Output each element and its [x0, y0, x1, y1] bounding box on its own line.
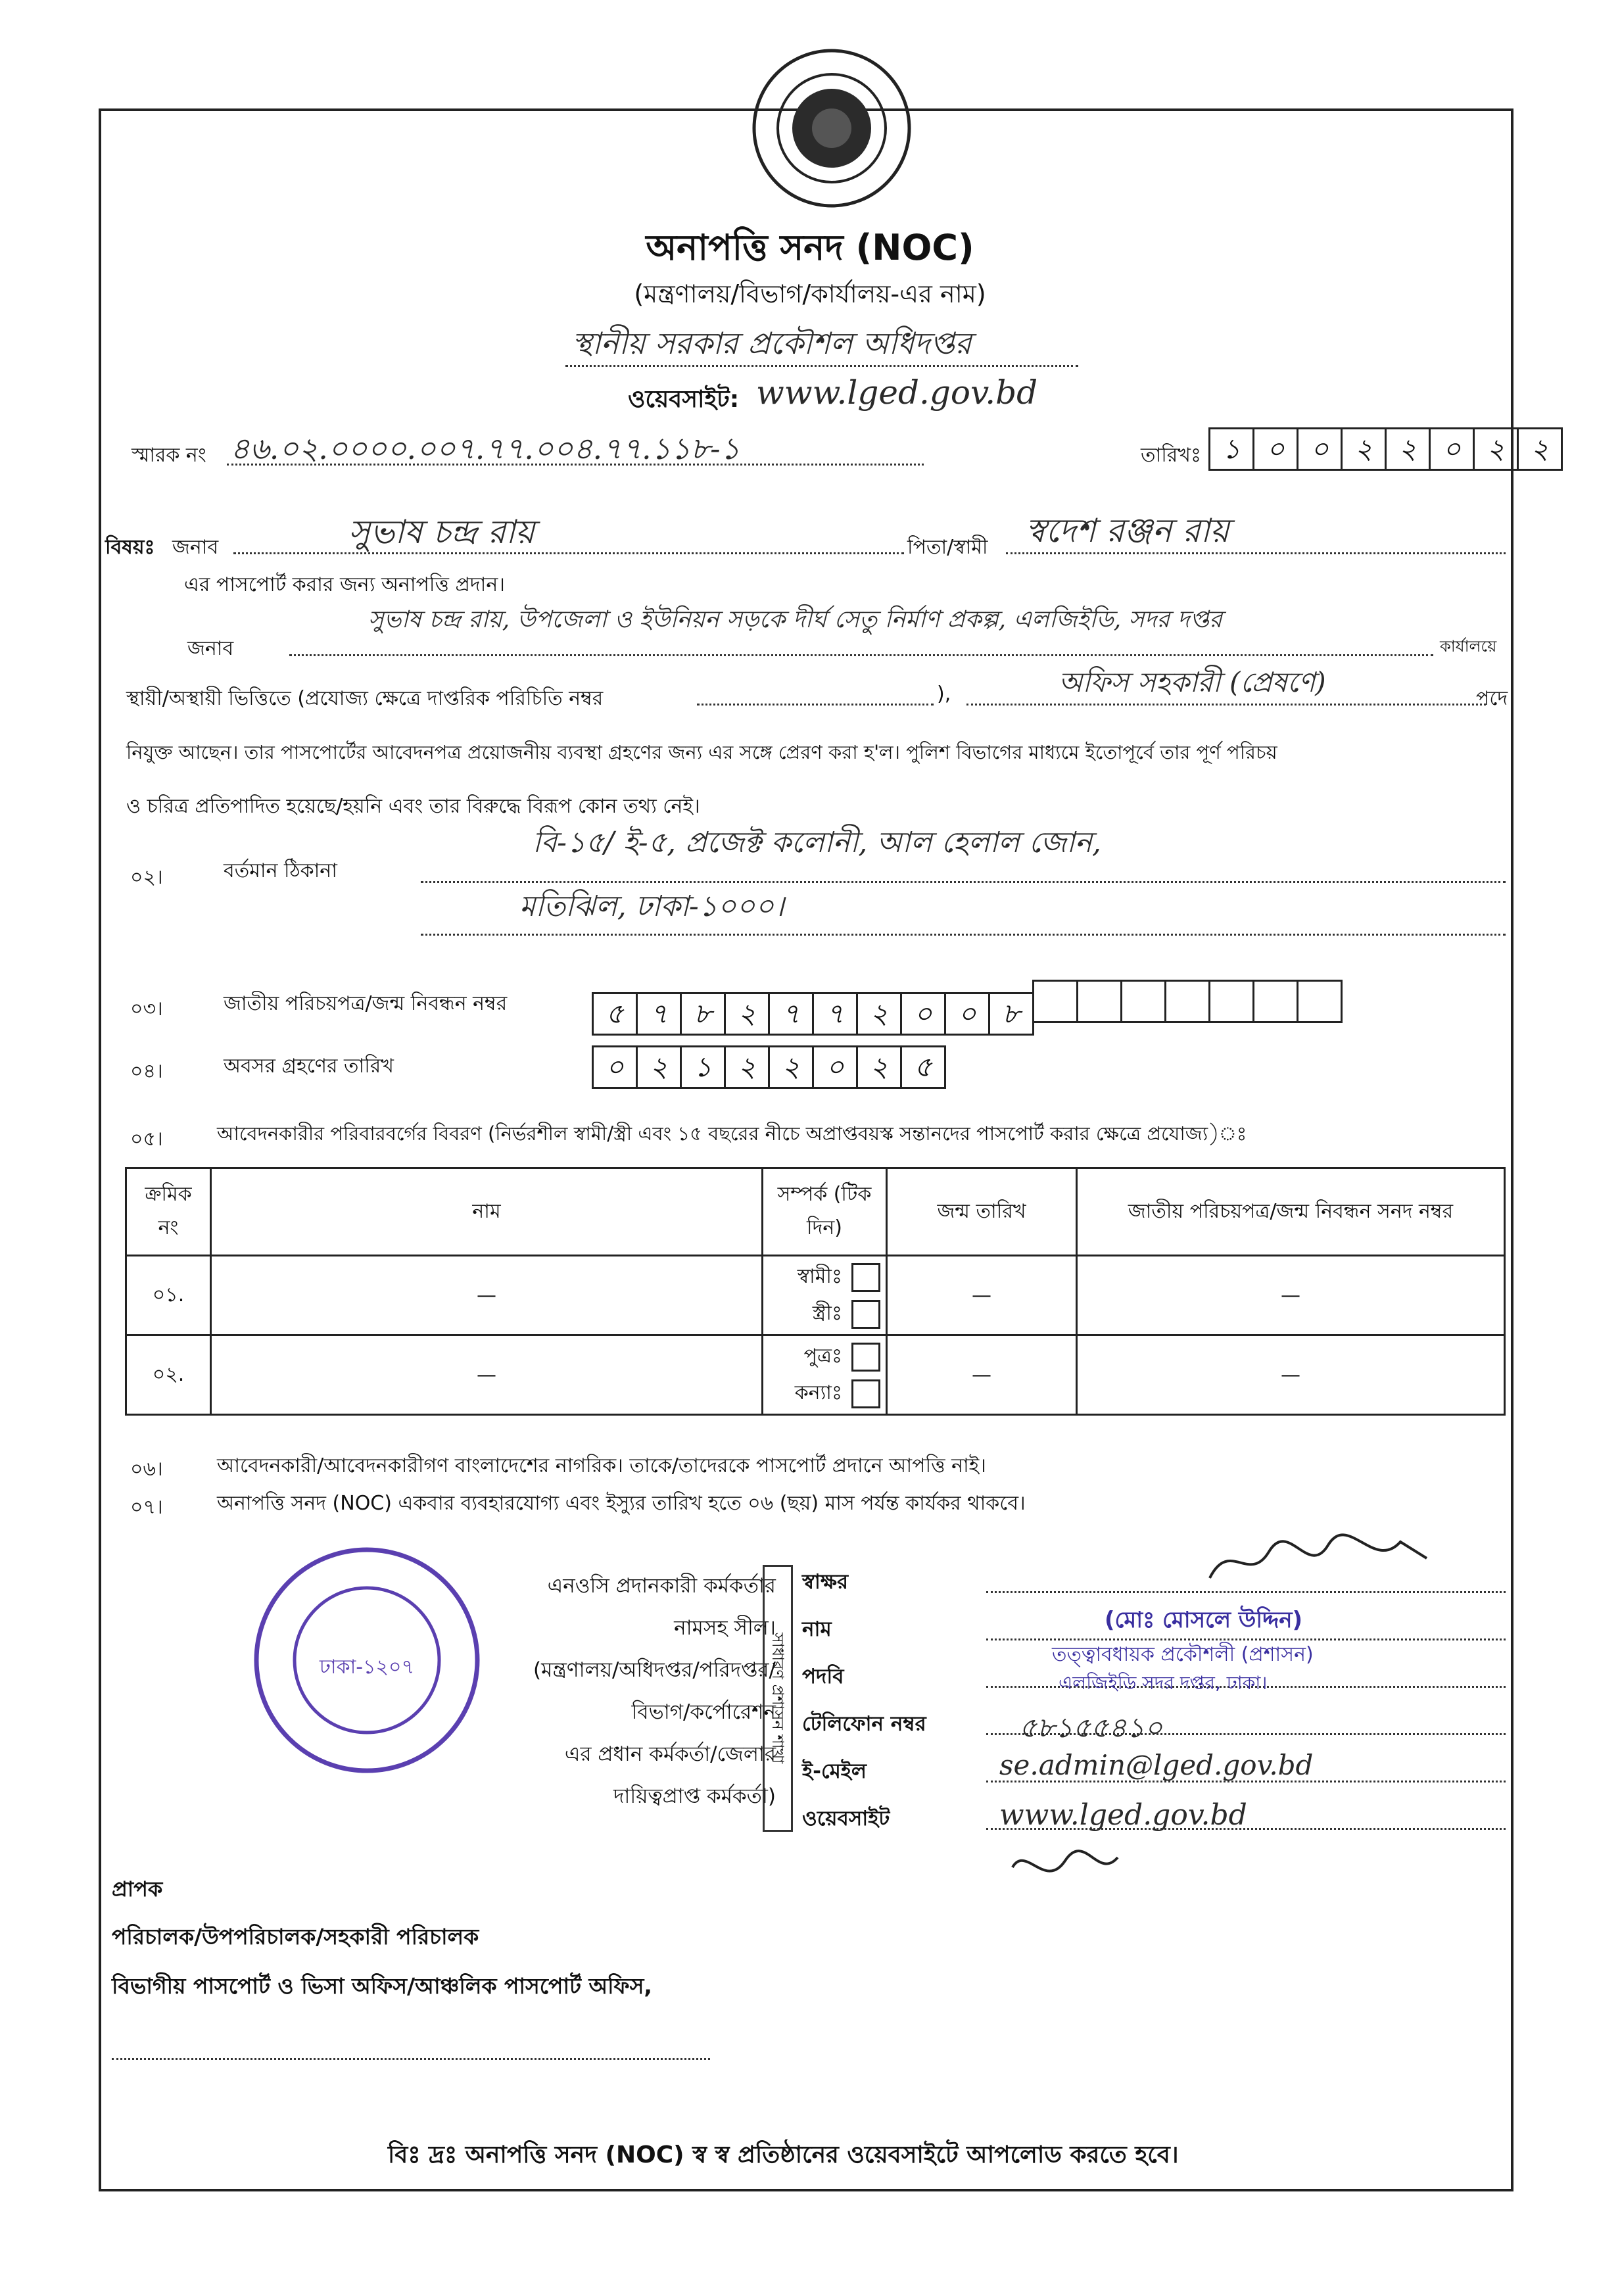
subject-text: এর পাসপোর্ট করার জন্য অনাপত্তি প্রদান। — [184, 573, 505, 596]
line3-close: ), — [937, 682, 951, 706]
table-row — [126, 1335, 1505, 1415]
relation-checkbox[interactable] — [851, 1343, 880, 1372]
recipient-line2: বিভাগীয় পাসপোর্ট ও ভিসা অফিস/আঞ্চলিক পাসপোর্ট অফিস, — [112, 1973, 652, 1999]
officer-website: www.lged.gov.bd — [999, 1798, 1247, 1832]
row-relation — [763, 1335, 887, 1415]
nid-digit: ৭ — [768, 992, 814, 1036]
government-seal-icon — [750, 46, 914, 210]
nid-digit — [1120, 980, 1166, 1023]
item06-text: আবেদনকারী/আবেদনকারীগণ বাংলাদেশের নাগরিক। তাকে/তাদেরকে পাসপোর্ট প্রদানে আপত্তি নাই। — [217, 1454, 987, 1477]
nid-digit: ৮ — [680, 992, 726, 1036]
item02-number: ০২। — [130, 866, 163, 889]
nid-digit: ৭ — [812, 992, 858, 1036]
date-digit: ০ — [1429, 427, 1475, 471]
field-label-signature: স্বাক্ষর — [802, 1570, 849, 1594]
relation-checkbox[interactable] — [851, 1379, 880, 1408]
nid-digit: ৭ — [636, 992, 682, 1036]
row-nid: — — [1077, 1335, 1505, 1415]
retire-digit: ২ — [768, 1045, 814, 1089]
officer-block-line: এর প্রধান কর্মকর্তা/জেলার — [564, 1742, 776, 1766]
officer-phone: ৫৮১৫৫৪১০ — [1019, 1711, 1163, 1744]
relation-label: পুত্রঃ — [803, 1345, 842, 1368]
nid-digit: ৫ — [592, 992, 638, 1036]
date-digit: ২ — [1341, 427, 1387, 471]
officer-block-line: নামসহ সীল। — [674, 1616, 776, 1640]
item05-number: ০৫। — [130, 1128, 163, 1151]
line3-printed: স্থায়ী/অস্থায়ী ভিত্তিতে (প্রযোজ্য ক্ষেত্রে দাপ্তরিক পরিচিতি নম্বর — [126, 687, 604, 710]
table-header: ক্রমিক নং — [126, 1168, 211, 1256]
date-digit: ২ — [1517, 427, 1563, 471]
field-label-website: ওয়েবসাইট — [802, 1807, 890, 1830]
document-title: অনাপত্তি সনদ (NOC) — [646, 227, 974, 268]
date-digit: ০ — [1252, 427, 1298, 471]
nid-digit: ০ — [900, 992, 946, 1036]
date-digit: ০ — [1297, 427, 1343, 471]
date-digit: ২ — [1385, 427, 1431, 471]
line2-dotted — [289, 654, 1433, 656]
recipient-dotted-line — [112, 2058, 710, 2060]
address-line1: বি-১৫/ ই-৫, প্রজেক্ট কলোনী, আল হেলাল জোন, — [533, 826, 1101, 859]
field-labels — [802, 1558, 926, 1842]
table-header: নাম — [211, 1168, 763, 1256]
office-name-line — [565, 365, 1078, 367]
designation: অফিস সহকারী (প্রেষণে) — [1059, 666, 1326, 698]
item07-text: অনাপত্তি সনদ (NOC) একবার ব্যবহারযোগ্য এবং ইস্যুর তারিখ হতে ০৬ (ছয়) মাস পর্যন্ত কার্যকর থাকবে। — [217, 1492, 1026, 1515]
retire-digit: ২ — [636, 1045, 682, 1089]
memo-value: ৪৬.০২.০০০০.০০৭.৭৭.০০৪.৭৭.১১৮-১ — [230, 431, 740, 466]
website-label: ওয়েবসাইট: — [628, 386, 740, 413]
field-label-name: নাম — [802, 1617, 832, 1641]
office-stamp-icon — [249, 1542, 485, 1779]
line3-dotted — [697, 704, 934, 706]
date-label: তারিখঃ — [1141, 444, 1201, 467]
row-name: — — [211, 1256, 763, 1335]
item05-text: আবেদনকারীর পরিবারবর্গের বিবরণ (নির্ভরশীল স্বামী/স্ত্রী এবং ১৫ বছরের নীচে অপ্রাপ্তবয়স্ক সন্তানদের পাসপোর্ট করার ক্ষেত্রে প্রযোজ্য)ঃ — [217, 1122, 1247, 1145]
officer-block — [460, 1565, 776, 1817]
website-value: www.lged.gov.bd — [756, 373, 1038, 412]
row-nid: — — [1077, 1256, 1505, 1335]
footer-note: বিঃ দ্রঃ অনাপত্তি সনদ (NOC) স্ব স্ব প্রতিষ্ঠানের ওয়েবসাইটে আপলোড করতে হবে। — [388, 2141, 1179, 2168]
memo-line — [227, 464, 924, 466]
row-dob: — — [887, 1335, 1077, 1415]
table-row — [126, 1256, 1505, 1335]
officer-email: se.admin@lged.gov.bd — [999, 1749, 1314, 1781]
paragraph-line1: নিযুক্ত আছেন। তার পাসপোর্টের আবেদনপত্র প্রয়োজনীয় ব্যবস্থা গ্রহণের জন্য এর সঙ্গে প্রেরণ করা হ'ল। পুলিশ বিভাগের মাধ্যমে ইতোপূর্বে তার পূর্ণ পরিচয় — [126, 741, 1277, 763]
officer-title: তত্ত্বাবধায়ক প্রকৌশলী (প্রশাসন) — [1052, 1643, 1314, 1666]
row-serial: ০১. — [126, 1256, 211, 1335]
date-boxes — [1208, 427, 1561, 471]
recipient-line1: পরিচালক/উপপরিচালক/সহকারী পরিচালক — [112, 1924, 479, 1949]
field-label-designation: পদবি — [802, 1665, 844, 1688]
nid-digit: ৮ — [988, 992, 1034, 1036]
date-digit: ১ — [1208, 427, 1254, 471]
date-digit: ২ — [1473, 427, 1519, 471]
paragraph-line2: ও চরিত্র প্রতিপাদিত হয়েছে/হয়নি এবং তার বিরুদ্ধে বিরূপ কোন তথ্য নেই। — [126, 795, 700, 818]
relation-label: স্বামীঃ — [797, 1265, 842, 1288]
item02-label: বর্তমান ঠিকানা — [224, 859, 337, 882]
janab2-label: জনাব — [187, 637, 234, 660]
nid-digit — [1032, 980, 1078, 1023]
field-label-phone: টেলিফোন নম্বর — [802, 1712, 926, 1736]
item06-number: ০৬। — [130, 1458, 163, 1481]
officer-block-line: দায়িত্বপ্রাপ্ত কর্মকর্তা) — [613, 1784, 776, 1808]
nid-digit — [1208, 980, 1254, 1023]
address-line2-dots — [421, 934, 1506, 936]
address-line2: মতিঝিল, ঢাকা-১০০০। — [519, 890, 784, 923]
retire-digit: ২ — [724, 1045, 770, 1089]
father-name: স্বদেশ রঞ্জন রায় — [1026, 512, 1229, 550]
row-dob: — — [887, 1256, 1077, 1335]
father-label: পিতা/স্বামী — [907, 536, 988, 559]
table-header: জন্ম তারিখ — [887, 1168, 1077, 1256]
officer-block-line: (মন্ত্রণালয়/অধিদপ্তর/পরিদপ্তর/ — [533, 1658, 776, 1682]
nid-digit — [1164, 980, 1210, 1023]
nid-boxes — [592, 980, 1341, 1036]
applicant-name-line — [233, 552, 904, 554]
row-serial: ০২. — [126, 1335, 211, 1415]
signature-icon — [1203, 1532, 1440, 1591]
side-stamp: সাধারণ প্রশাসন শাখা — [763, 1565, 793, 1832]
nid-digit: ২ — [856, 992, 902, 1036]
line2-handwritten: সুভাষ চন্দ্র রায়, উপজেলা ও ইউনিয়ন সড়কে দীর্ঘ সেতু নির্মাণ প্রকল্প, এলজিইডি, সদর দপ্তর — [368, 606, 1222, 633]
memo-label: স্মারক নং — [131, 444, 206, 467]
nid-digit: ০ — [944, 992, 990, 1036]
retirement-boxes — [592, 1045, 944, 1089]
relation-label: স্ত্রীঃ — [812, 1302, 842, 1325]
nid-digit — [1297, 980, 1343, 1023]
office-name: স্থানীয় সরকার প্রকৌশল অধিদপ্তর — [572, 325, 972, 361]
initials-icon — [1006, 1841, 1124, 1894]
father-name-line — [1006, 552, 1506, 554]
officer-block-line: বিভাগ/কর্পোরেশন — [631, 1700, 776, 1724]
field-label-email: ই-মেইল — [802, 1759, 867, 1783]
item03-number: ০৩। — [130, 997, 163, 1020]
applicant-name: সুভাষ চন্দ্র রায় — [348, 513, 535, 551]
officer-office: এলজিইডি সদর দপ্তর, ঢাকা। — [1059, 1672, 1268, 1694]
address-line1-dots — [421, 881, 1506, 883]
retire-digit: ১ — [680, 1045, 726, 1089]
retire-digit: ০ — [812, 1045, 858, 1089]
relation-checkbox[interactable] — [851, 1300, 880, 1329]
retire-digit: ২ — [856, 1045, 902, 1089]
nid-digit — [1252, 980, 1298, 1023]
pode-label: পদে — [1476, 687, 1508, 710]
relation-checkbox[interactable] — [851, 1263, 880, 1292]
retire-digit: ৫ — [900, 1045, 946, 1089]
family-table — [125, 1167, 1506, 1416]
nid-digit: ২ — [724, 992, 770, 1036]
document-subtitle: (মন্ত্রণালয়/বিভাগ/কার্যালয়-এর নাম) — [634, 279, 986, 308]
table-header: সম্পর্ক (টিক দিন) — [763, 1168, 887, 1256]
officer-block-line: এনওসি প্রদানকারী কর্মকর্তার — [547, 1574, 776, 1598]
item03-label: জাতীয় পরিচয়পত্র/জন্ম নিবন্ধন নম্বর — [224, 992, 508, 1015]
retire-digit: ০ — [592, 1045, 638, 1089]
recipient-label: প্রাপক — [112, 1877, 163, 1901]
subject-label: বিষয়ঃ — [105, 536, 155, 559]
item04-label: অবসর গ্রহণের তারিখ — [224, 1055, 394, 1078]
row-name: — — [211, 1335, 763, 1415]
table-header: জাতীয় পরিচয়পত্র/জন্ম নিবন্ধন সনদ নম্বর — [1077, 1168, 1505, 1256]
officer-name: (মোঃ মোসলে উদ্দিন) — [1105, 1607, 1303, 1633]
relation-label: কন্যাঃ — [794, 1381, 842, 1404]
nid-digit — [1076, 980, 1122, 1023]
item07-number: ০৭। — [130, 1496, 163, 1519]
item04-number: ০৪। — [130, 1060, 163, 1083]
designation-line — [966, 704, 1486, 706]
janab-label: জনাব — [172, 536, 219, 559]
row-relation — [763, 1256, 887, 1335]
svg-text:ঢাকা-১২০৭: ঢাকা-১২০৭ — [319, 1656, 415, 1679]
table-header-row — [126, 1168, 1505, 1256]
signature-line — [986, 1591, 1506, 1593]
office-suffix: কার্যালয়ে — [1440, 637, 1497, 656]
